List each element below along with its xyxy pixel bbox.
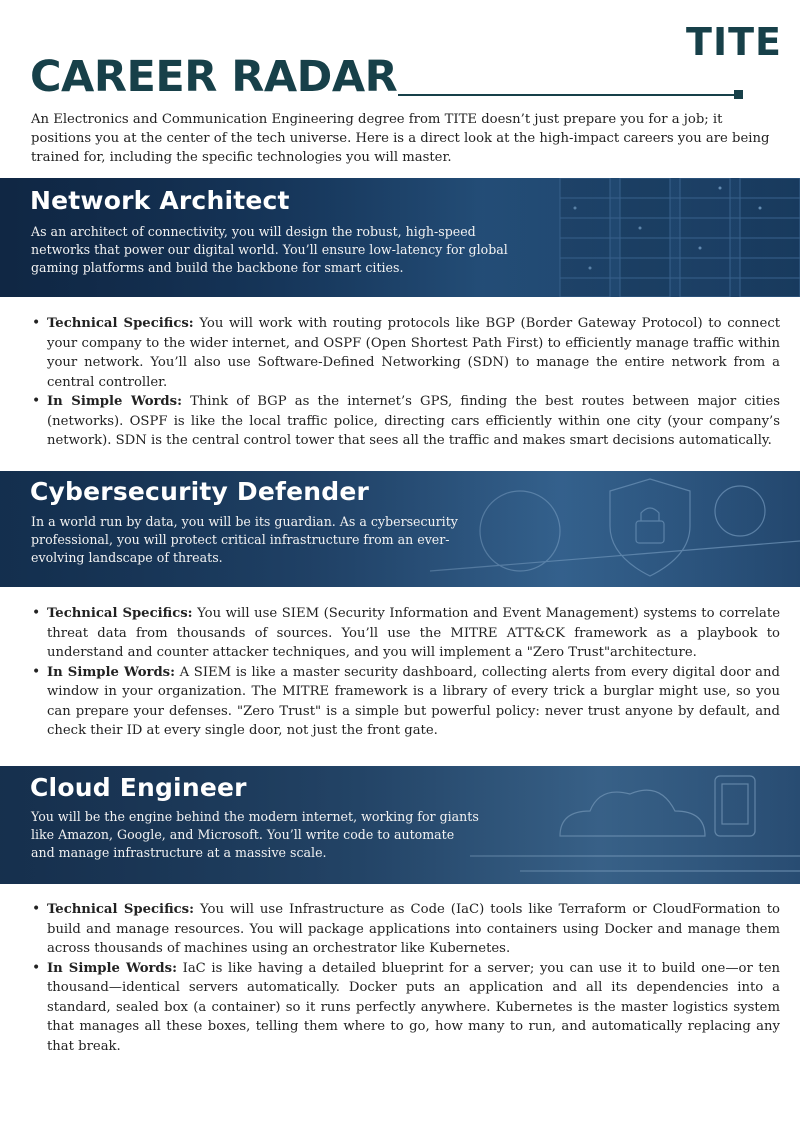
bullet-label: In Simple Words:: [47, 394, 182, 409]
bullet-label: Technical Specifics:: [47, 902, 194, 917]
section-summary: In a world run by data, you will be its guardian. As a cybersecurity professional, you will protect critical infrastructure from an ever-evolving landscape of threats.: [31, 514, 458, 565]
bullet-label: Technical Specifics:: [47, 316, 194, 331]
bullets-cybersecurity-defender: [30, 604, 780, 741]
list-item: [30, 959, 780, 1057]
section-title: Network Architect: [30, 186, 290, 215]
bullet-label: In Simple Words:: [47, 664, 175, 680]
bullets-network-architect: [30, 314, 780, 451]
list-item: [30, 392, 780, 451]
intro-paragraph: An Electronics and Communication Engineering degree from TITE doesn’t just prepare you for a job; it positions you at the center of the tech universe. Here is a direct look at the high-impact careers you are being trained for, including the specific technologies you will master.: [31, 112, 770, 165]
bullet-text: You will work with routing protocols like BGP (Border Gateway Protocol) to connect your company to the wider internet, and OSPF (Open Shortest Path First) to efficiently manage traffic within your network. You’ll also use Software-Defined Networking (SDN) to manage the entire network from a central controller.: [47, 316, 780, 390]
bullet-label: Technical Specifics:: [47, 606, 193, 621]
list-item: [30, 604, 780, 663]
bullet-text: Think of BGP as the internet’s GPS, finding the best routes between major cities (networks). OSPF is like the local traffic police, directing cars efficiently within one city (your company’s network). SDN is the central control tower that sees all the traffic and makes smart decisions automatically.: [47, 394, 780, 448]
section-title: Cloud Engineer: [30, 773, 247, 802]
banner-cybersecurity-defender: [0, 471, 800, 587]
section-summary: As an architect of connectivity, you will design the robust, high-speed networks that power our digital world. You’ll ensure low-latency for global gaming platforms and build the backbone for smart cities.: [31, 224, 508, 275]
bullet-text: You will use Infrastructure as Code (IaC) tools like Terraform or CloudFormation to build and manage resources. You will package applications into containers using Docker and manage them across thousands of machines using an orchestrator like Kubernetes.: [47, 902, 780, 956]
bullet-text: You will use SIEM (Security Information and Event Management) systems to correlate threat data from thousands of sources. You’ll use the MITRE ATT&CK framework as a playbook to understand and counter attacker techniques, and you will implement a "Zero Trust"architecture.: [47, 606, 781, 660]
bullet-text: A SIEM is like a master security dashboard, collecting alerts from every digital door and window in your organization. The MITRE framework is a library of every trick a burglar might use, so you can prepare your defenses. "Zero Trust" is a simple but powerful policy: never trust anyone by default, and check their ID at every single door, not just the front gate.: [47, 664, 780, 738]
bullet-label: In Simple Words:: [47, 960, 177, 976]
bullet-text: IaC is like having a detailed blueprint for a server; you can use it to build one—or ten thousand—identical servers automatically. Docker puts an application and all its dependencies into a standard, sealed box (a container) so it runs perfectly anywhere. Kubernetes is the master logistics system that manages all these boxes, telling them where to go, how many to run, and automatically replacing any that break.: [47, 960, 780, 1054]
list-item: [30, 900, 780, 959]
banner-cloud-engineer: [0, 766, 800, 884]
title-rule: [398, 94, 738, 96]
logo: TITE: [686, 20, 782, 64]
section-summary: You will be the engine behind the modern internet, working for giants like Amazon, Google, and Microsoft. You’ll write code to automate and manage infrastructure at a massive scale.: [31, 809, 479, 860]
banner-network-architect: [0, 178, 800, 297]
list-item: [30, 314, 780, 392]
list-item: [30, 663, 780, 741]
bullets-cloud-engineer: [30, 900, 780, 1056]
section-title: Cybersecurity Defender: [30, 477, 370, 506]
page-title: CAREER RADAR: [30, 52, 398, 102]
title-rule-end: [734, 90, 743, 99]
